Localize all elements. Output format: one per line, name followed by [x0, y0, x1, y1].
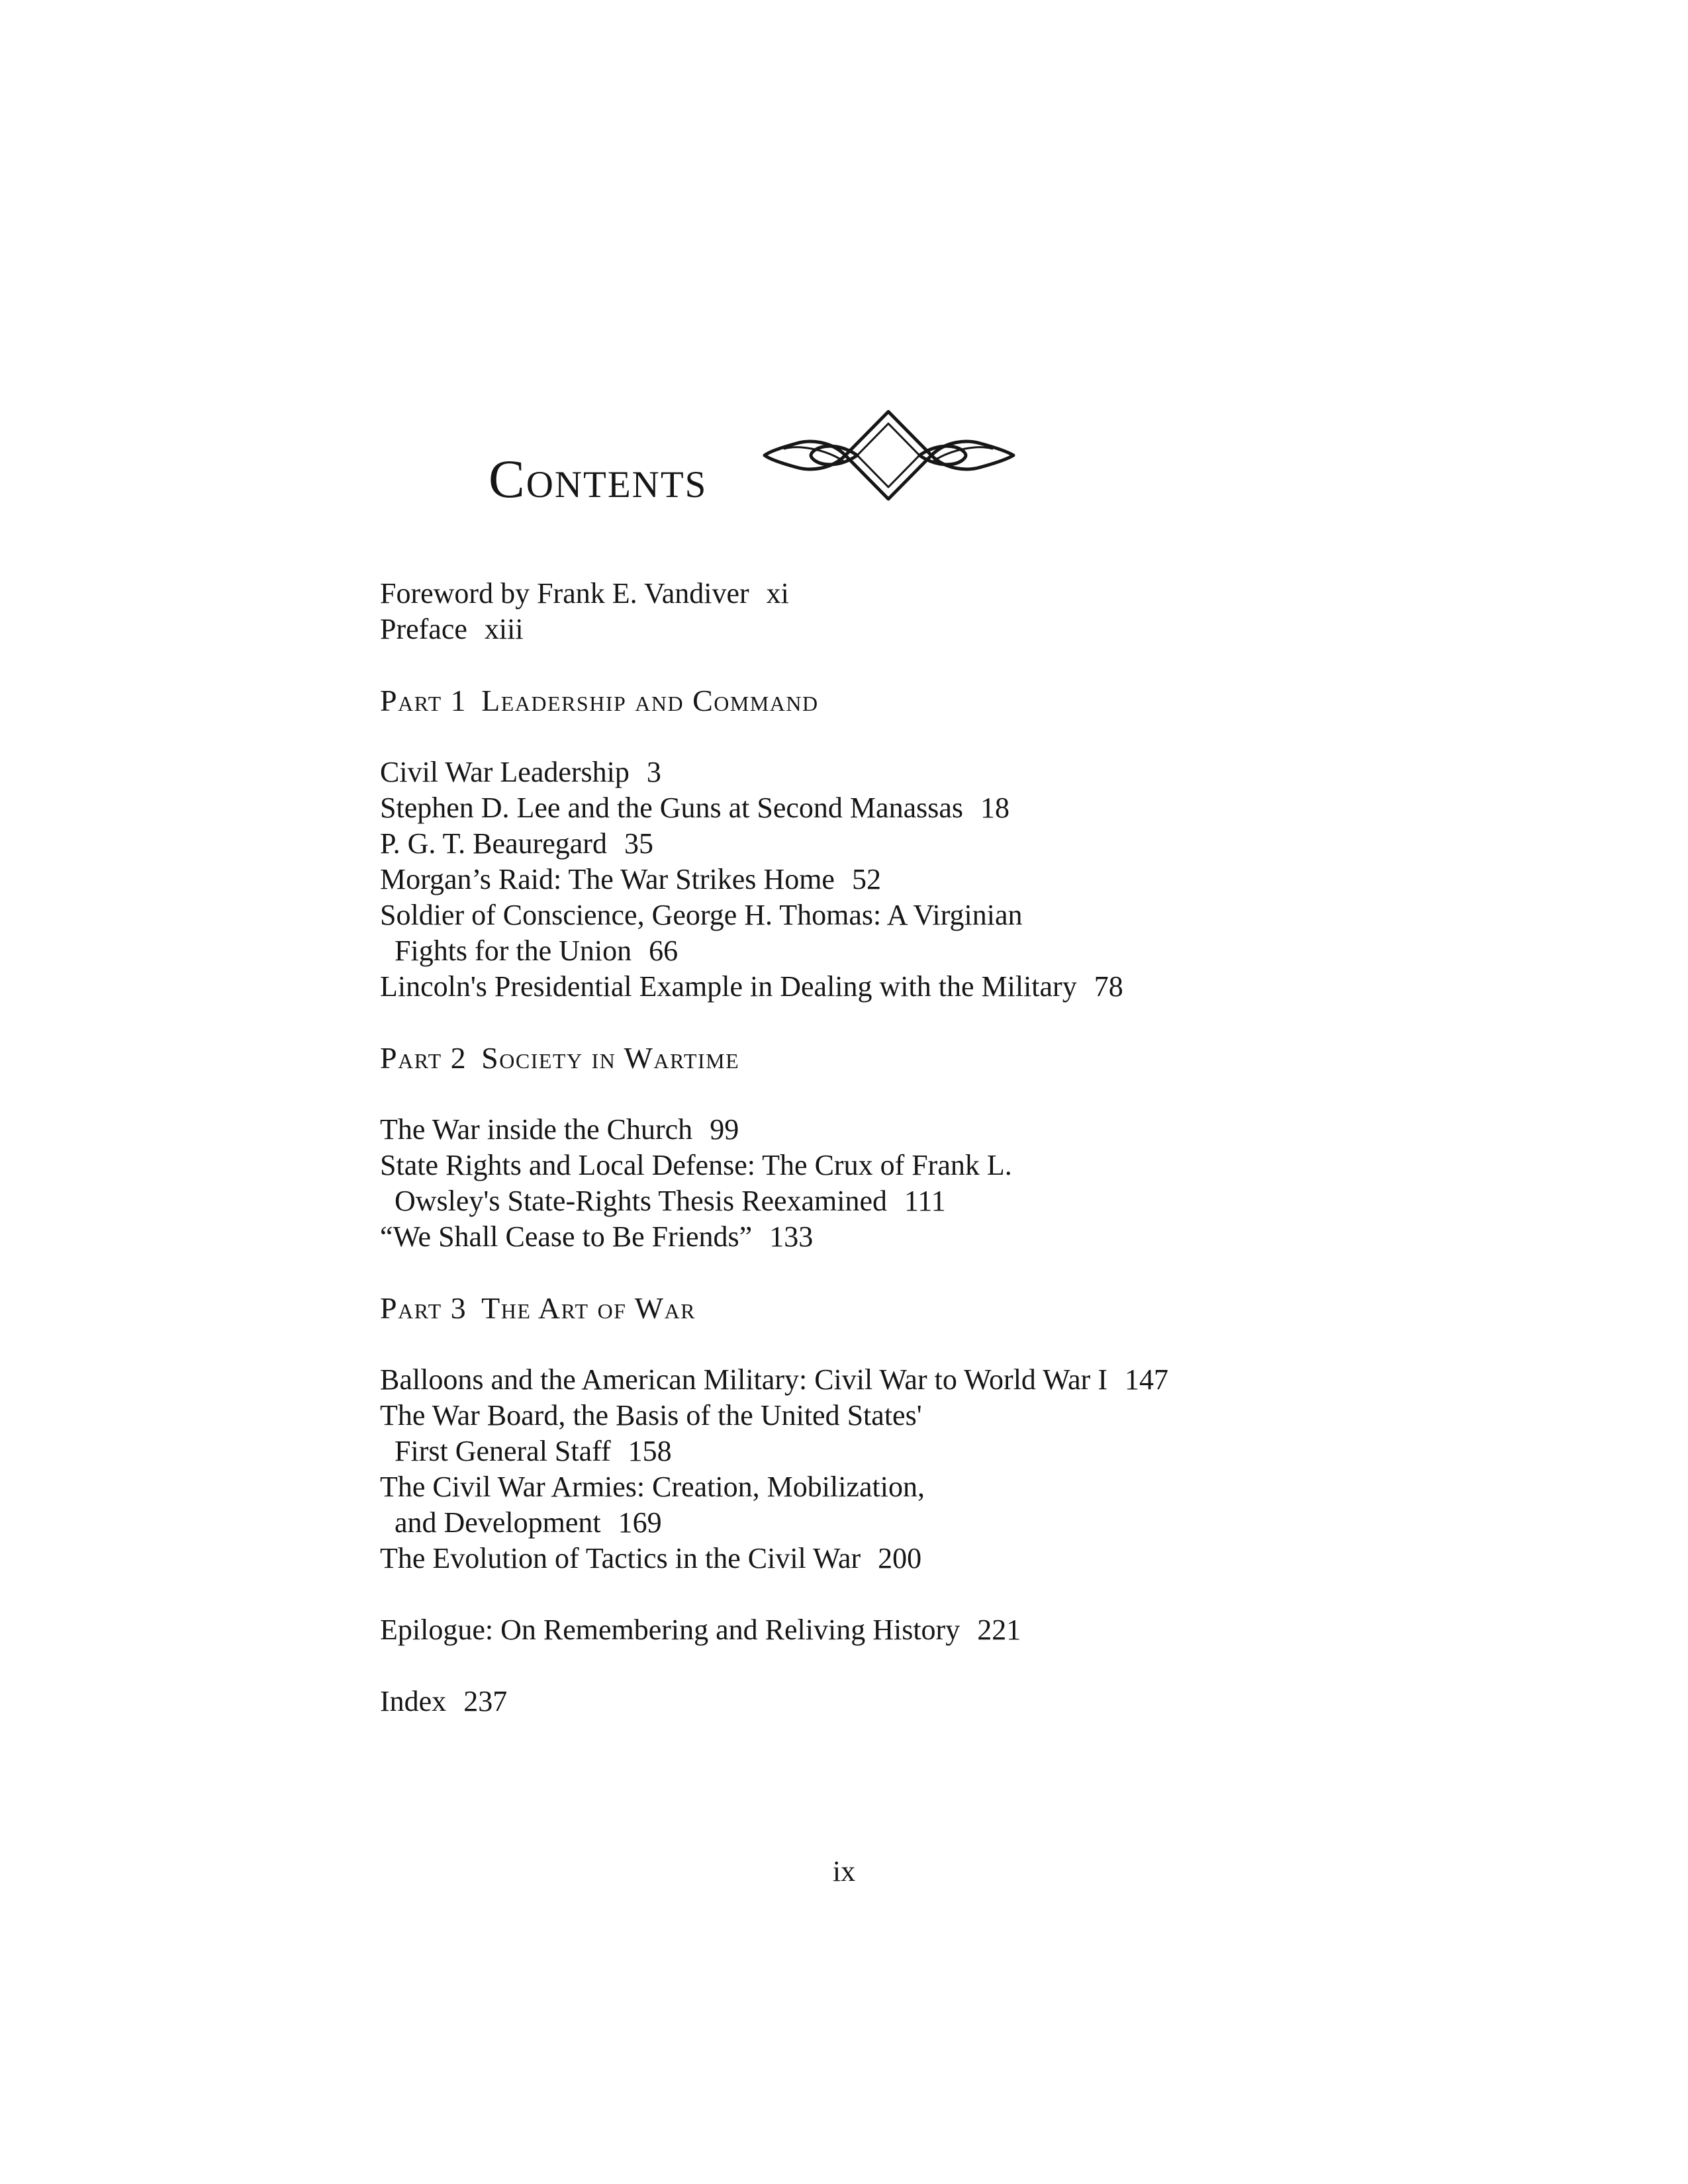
toc-entry-continuation[interactable]: First General Staff 158: [395, 1435, 672, 1467]
part-heading-1: Part 1 Leadership and Command: [380, 684, 819, 717]
page-number: 78: [1094, 970, 1123, 1003]
page-number: 237: [463, 1685, 508, 1717]
toc-entry[interactable]: Soldier of Conscience, George H. Thomas: A Virginian: [380, 899, 1023, 931]
toc-entry-foreword[interactable]: Foreword by Frank E. Vandiver xi: [380, 577, 789, 610]
toc-entry-continuation[interactable]: Owsley's State-Rights Thesis Reexamined 111: [395, 1185, 946, 1217]
toc-entry[interactable]: The Evolution of Tactics in the Civil War 200: [380, 1542, 922, 1574]
table-of-contents: [380, 576, 1307, 1719]
toc-entry-continuation[interactable]: and Development 169: [395, 1506, 662, 1539]
page-number: 3: [646, 756, 661, 788]
page-number: 66: [649, 934, 679, 967]
toc-entry[interactable]: Lincoln's Presidential Example in Dealing with the Military 78: [380, 970, 1123, 1003]
page-number: 99: [710, 1113, 739, 1146]
toc-entry[interactable]: P. G. T. Beauregard 35: [380, 827, 653, 860]
page-number: 133: [769, 1220, 814, 1253]
toc-entry-index[interactable]: Index 237: [380, 1685, 508, 1717]
scroll-diamond-ornament-icon: [758, 409, 1019, 502]
toc-entry[interactable]: The War inside the Church 99: [380, 1113, 739, 1146]
page-number: 18: [980, 792, 1010, 824]
page-number: 111: [904, 1185, 946, 1217]
page-number: 147: [1124, 1363, 1168, 1396]
page-number: 158: [628, 1435, 672, 1467]
page-number: xiii: [484, 613, 524, 645]
page-number: 200: [878, 1542, 922, 1574]
page-number: 221: [977, 1614, 1021, 1646]
toc-entry[interactable]: Stephen D. Lee and the Guns at Second Manassas 18: [380, 792, 1010, 824]
page-number: 52: [851, 863, 881, 895]
toc-entry[interactable]: Balloons and the American Military: Civil War to World War I 147: [380, 1363, 1168, 1396]
toc-entry[interactable]: Civil War Leadership 3: [380, 756, 661, 788]
toc-entry[interactable]: Morgan’s Raid: The War Strikes Home 52: [380, 863, 881, 895]
toc-entry[interactable]: The War Board, the Basis of the United States': [380, 1399, 922, 1432]
toc-entry[interactable]: The Civil War Armies: Creation, Mobilization,: [380, 1471, 925, 1503]
toc-entry[interactable]: State Rights and Local Defense: The Crux of Frank L.: [380, 1149, 1012, 1181]
toc-entry-epilogue[interactable]: Epilogue: On Remembering and Reliving History 221: [380, 1614, 1021, 1646]
page-number: 169: [618, 1506, 662, 1539]
page-title: Contents: [489, 448, 708, 509]
part-heading-3: Part 3 The Art of War: [380, 1291, 696, 1325]
toc-entry[interactable]: “We Shall Cease to Be Friends” 133: [380, 1220, 814, 1253]
toc-entry-preface[interactable]: Preface xiii: [380, 613, 524, 645]
page-number: 35: [624, 827, 653, 860]
page-number: xi: [766, 577, 789, 610]
part-heading-2: Part 2 Society in Wartime: [380, 1041, 740, 1075]
page-folio: ix: [832, 1855, 856, 1888]
toc-entry-continuation[interactable]: Fights for the Union 66: [395, 934, 679, 967]
